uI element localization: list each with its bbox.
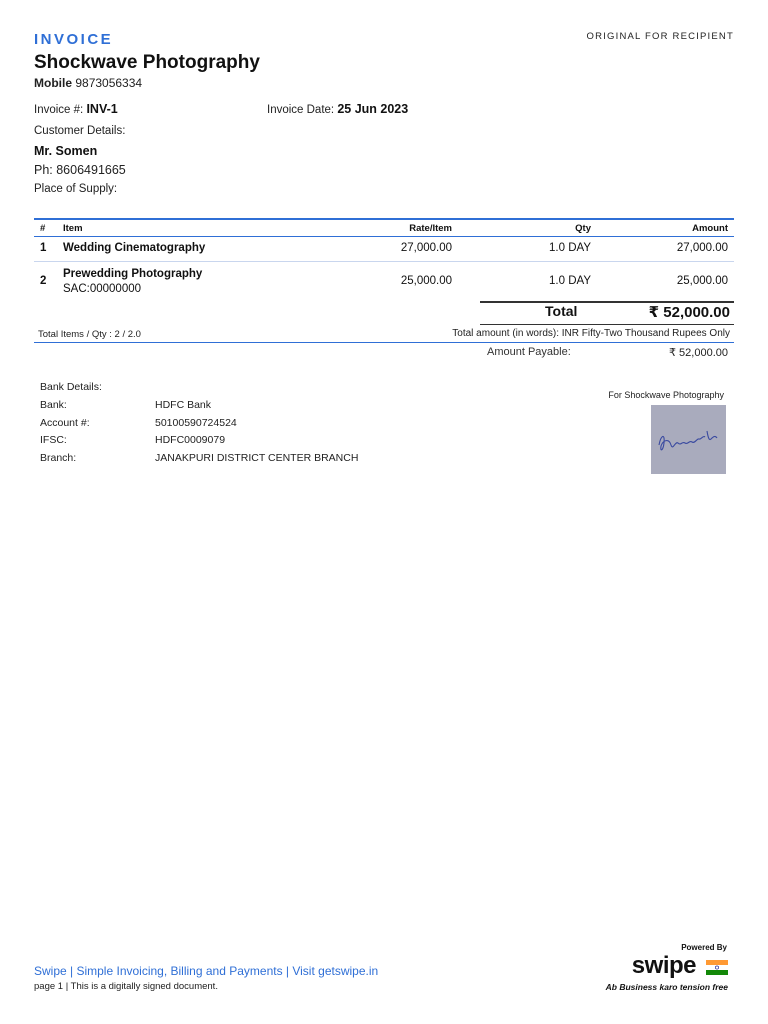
mobile-number: 9873056334: [75, 76, 143, 90]
branch-label: Branch:: [40, 452, 77, 464]
india-flag-icon: [706, 960, 728, 975]
row-qty: 1.0 DAY: [549, 242, 591, 254]
account-value: 50100590724524: [155, 417, 237, 429]
branch-value: JANAKPURI DISTRICT CENTER BRANCH: [155, 452, 359, 464]
powered-by-label: Powered By: [681, 943, 727, 952]
table-row: [34, 262, 734, 300]
header-num: #: [40, 223, 46, 234]
customer-name: Mr. Somen: [34, 144, 98, 158]
row-num: 2: [40, 275, 47, 287]
row-amount: 27,000.00: [676, 242, 728, 254]
place-of-supply: Place of Supply:: [34, 183, 118, 195]
customer-phone: Ph: 8606491665: [34, 163, 126, 177]
brand-tagline: Ab Business karo tension free: [605, 982, 728, 992]
footer-page-note: [34, 981, 218, 992]
header-amount: Amount: [692, 223, 728, 234]
signature-for-label: For Shockwave Photography: [608, 390, 724, 400]
total-value: ₹ 52,000.00: [648, 304, 730, 321]
payable-rule: [34, 342, 734, 343]
account-label: Account #:: [40, 417, 90, 429]
signature-scribble-icon: [651, 405, 726, 474]
company-name: Shockwave Photography: [34, 52, 260, 73]
signature-image: [651, 405, 726, 474]
header-item: Item: [63, 223, 83, 234]
table-row: [34, 237, 734, 261]
items-table: [34, 218, 734, 300]
invoice-title: INVOICE: [34, 31, 114, 48]
amount-payable-label: Amount Payable:: [487, 346, 571, 358]
page-number: page 1: [34, 981, 64, 992]
amount-payable-value: ₹ 52,000.00: [669, 347, 728, 359]
mobile-label: Mobile: [34, 76, 72, 90]
copy-type-label: ORIGINAL FOR RECIPIENT: [586, 31, 734, 42]
ifsc-label: IFSC:: [40, 434, 67, 446]
swipe-logo: swipe: [631, 952, 696, 979]
bank-details-title: Bank Details:: [40, 381, 102, 393]
table-header: [34, 220, 734, 236]
footer-link[interactable]: Swipe | Simple Invoicing, Billing and Payments | Visit getswipe.in: [34, 964, 379, 978]
items-qty-summary: Total Items / Qty : 2 / 2.0: [38, 329, 141, 340]
ifsc-value: HDFC0009079: [155, 434, 226, 446]
invoice-date: [267, 102, 408, 116]
bank-label: Bank:: [40, 399, 67, 411]
invoice-number-label: Invoice #:: [34, 104, 84, 116]
header-qty: Qty: [575, 223, 591, 234]
header-rate: Rate/Item: [409, 223, 452, 234]
bank-value: HDFC Bank: [155, 399, 212, 411]
invoice-date-value: 25 Jun 2023: [337, 102, 409, 116]
row-sac: SAC:00000000: [63, 283, 142, 295]
invoice-number: [34, 102, 118, 116]
row-num: 1: [40, 242, 47, 254]
company-mobile: [34, 76, 142, 90]
signed-note: | This is a digitally signed document.: [63, 981, 218, 992]
row-rate: 25,000.00: [400, 275, 452, 287]
customer-details-label: Customer Details:: [34, 125, 126, 137]
invoice-date-label: Invoice Date:: [267, 104, 335, 116]
row-qty: 1.0 DAY: [549, 275, 591, 287]
row-rate: 27,000.00: [400, 242, 452, 254]
amount-in-words: Total amount (in words): INR Fifty-Two Thousand Rupees Only: [452, 328, 730, 339]
total-label: Total: [545, 303, 578, 319]
total-bottom-rule: [480, 324, 734, 325]
row-item: Wedding Cinematography: [63, 242, 206, 254]
invoice-number-value: INV-1: [86, 102, 118, 116]
row-item: Prewedding Photography: [63, 268, 203, 280]
row-amount: 25,000.00: [676, 275, 728, 287]
